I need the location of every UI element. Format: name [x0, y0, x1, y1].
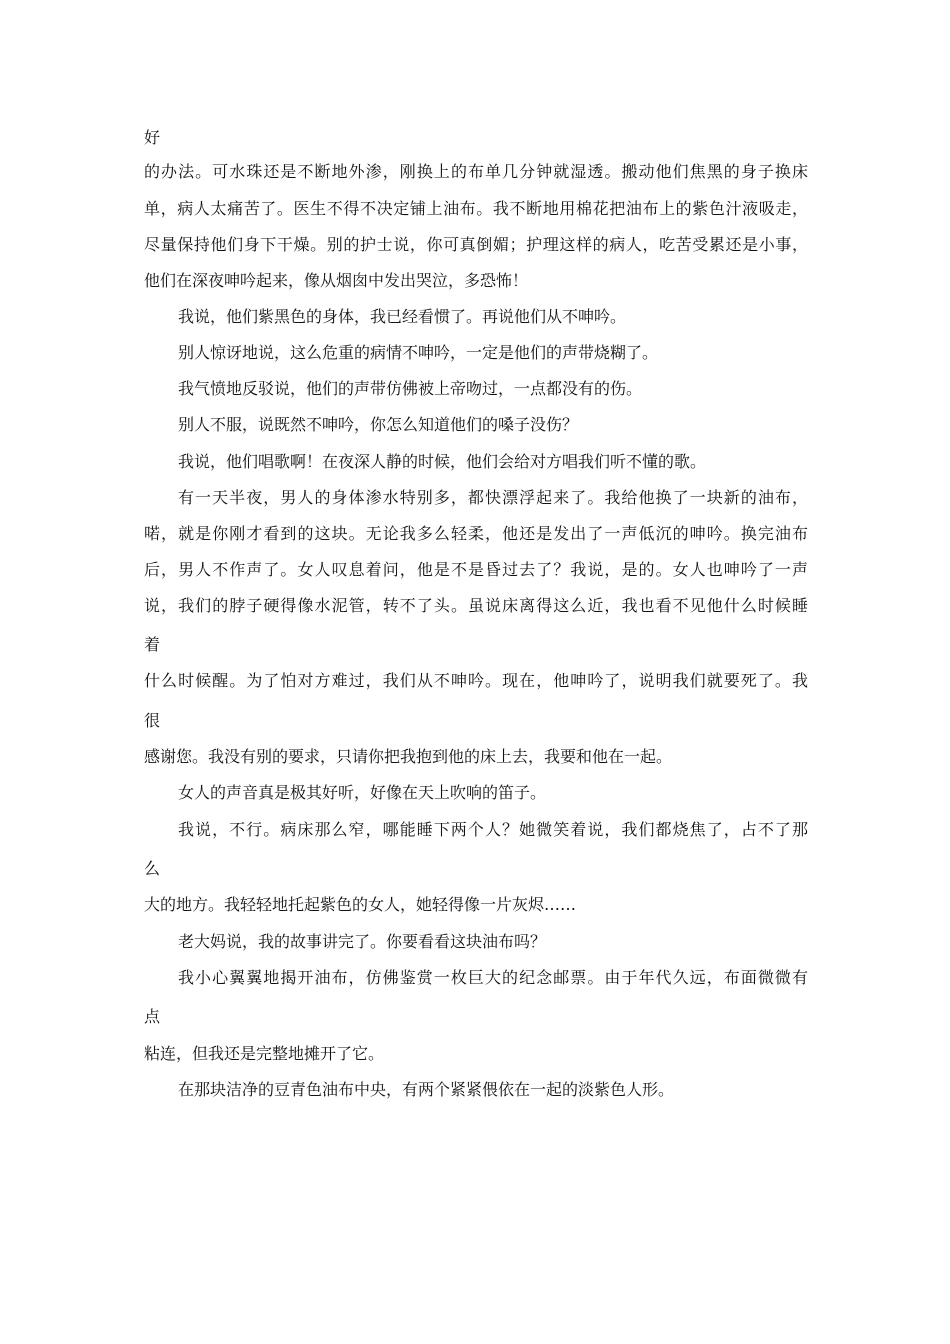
text-line: 的办法。可水珠还是不断地外渗，刚换上的布单几分钟就湿透。搬动他们焦黑的身子换床 — [144, 162, 808, 181]
text-line: 我小心翼翼地揭开油布，仿佛鉴赏一枚巨大的纪念邮票。由于年代久远，布面微微有 — [178, 968, 808, 987]
text-line: 老大妈说，我的故事讲完了。你要看看这块油布吗？ — [178, 932, 547, 951]
text-line: 感谢您。我没有别的要求，只请你把我抱到他的床上去，我要和他在一起。 — [144, 747, 673, 766]
text-line: 我说，他们唱歌啊！在夜深人静的时候，他们会给对方唱我们听不懂的歌。 — [178, 452, 707, 471]
text-line: 单，病人太痛苦了。医生不得不决定铺上油布。我不断地用棉花把油布上的紫色汁液吸走， — [144, 199, 808, 218]
text-line: 我说，不行。病床那么窄，哪能睡下两个人？她微笑着说，我们都烧焦了，占不了那 — [178, 820, 808, 839]
text-line: 大的地方。我轻轻地托起紫色的女人，她轻得像一片灰烬…… — [144, 895, 577, 914]
text-line: 我说，他们紫黑色的身体，我已经看惯了。再说他们从不呻吟。 — [178, 307, 627, 326]
text-line: 很 — [144, 711, 161, 730]
text-line: 说，我们的脖子硬得像水泥管，转不了头。虽说床离得这么近，我也看不见他什么时候睡 — [144, 596, 808, 615]
text-line: 粘连，但我还是完整地摊开了它。 — [144, 1044, 385, 1063]
text-line: 着 — [144, 635, 161, 654]
text-line: 别人不服，说既然不呻吟，你怎么知道他们的嗓子没伤？ — [178, 415, 579, 434]
text-line: 好 — [144, 128, 161, 147]
text-line: 后，男人不作声了。女人叹息着问，他是不是昏过去了？我说，是的。女人也呻吟了一声 — [144, 560, 808, 579]
text-line: 有一天半夜，男人的身体渗水特别多，都快漂浮起来了。我给他换了一块新的油布， — [178, 488, 808, 507]
text-line: 什么时候醒。为了怕对方难过，我们从不呻吟。现在，他呻吟了，说明我们就要死了。我 — [144, 671, 808, 690]
text-line: 我气愤地反驳说，他们的声带仿佛被上帝吻过，一点都没有的伤。 — [178, 379, 643, 398]
text-line: 尽量保持他们身下干燥。别的护士说，你可真倒媚；护理这样的病人，吃苦受累还是小事， — [144, 235, 808, 254]
text-line: 么 — [144, 859, 161, 878]
text-line: 喏，就是你刚才看到的这块。无论我多么轻柔，他还是发出了一声低沉的呻吟。换完油布 — [144, 524, 808, 543]
text-line: 他们在深夜呻吟起来，像从烟囱中发出哭泣，多恐怖！ — [144, 271, 529, 290]
text-line: 点 — [144, 1007, 161, 1026]
text-line: 别人惊讶地说，这么危重的病情不呻吟，一定是他们的声带烧糊了。 — [178, 343, 659, 362]
text-line: 在那块洁净的豆青色油布中央，有两个紧紧偎依在一起的淡紫色人形。 — [178, 1080, 675, 1099]
text-line: 女人的声音真是极其好听，好像在天上吹响的笛子。 — [178, 783, 547, 802]
